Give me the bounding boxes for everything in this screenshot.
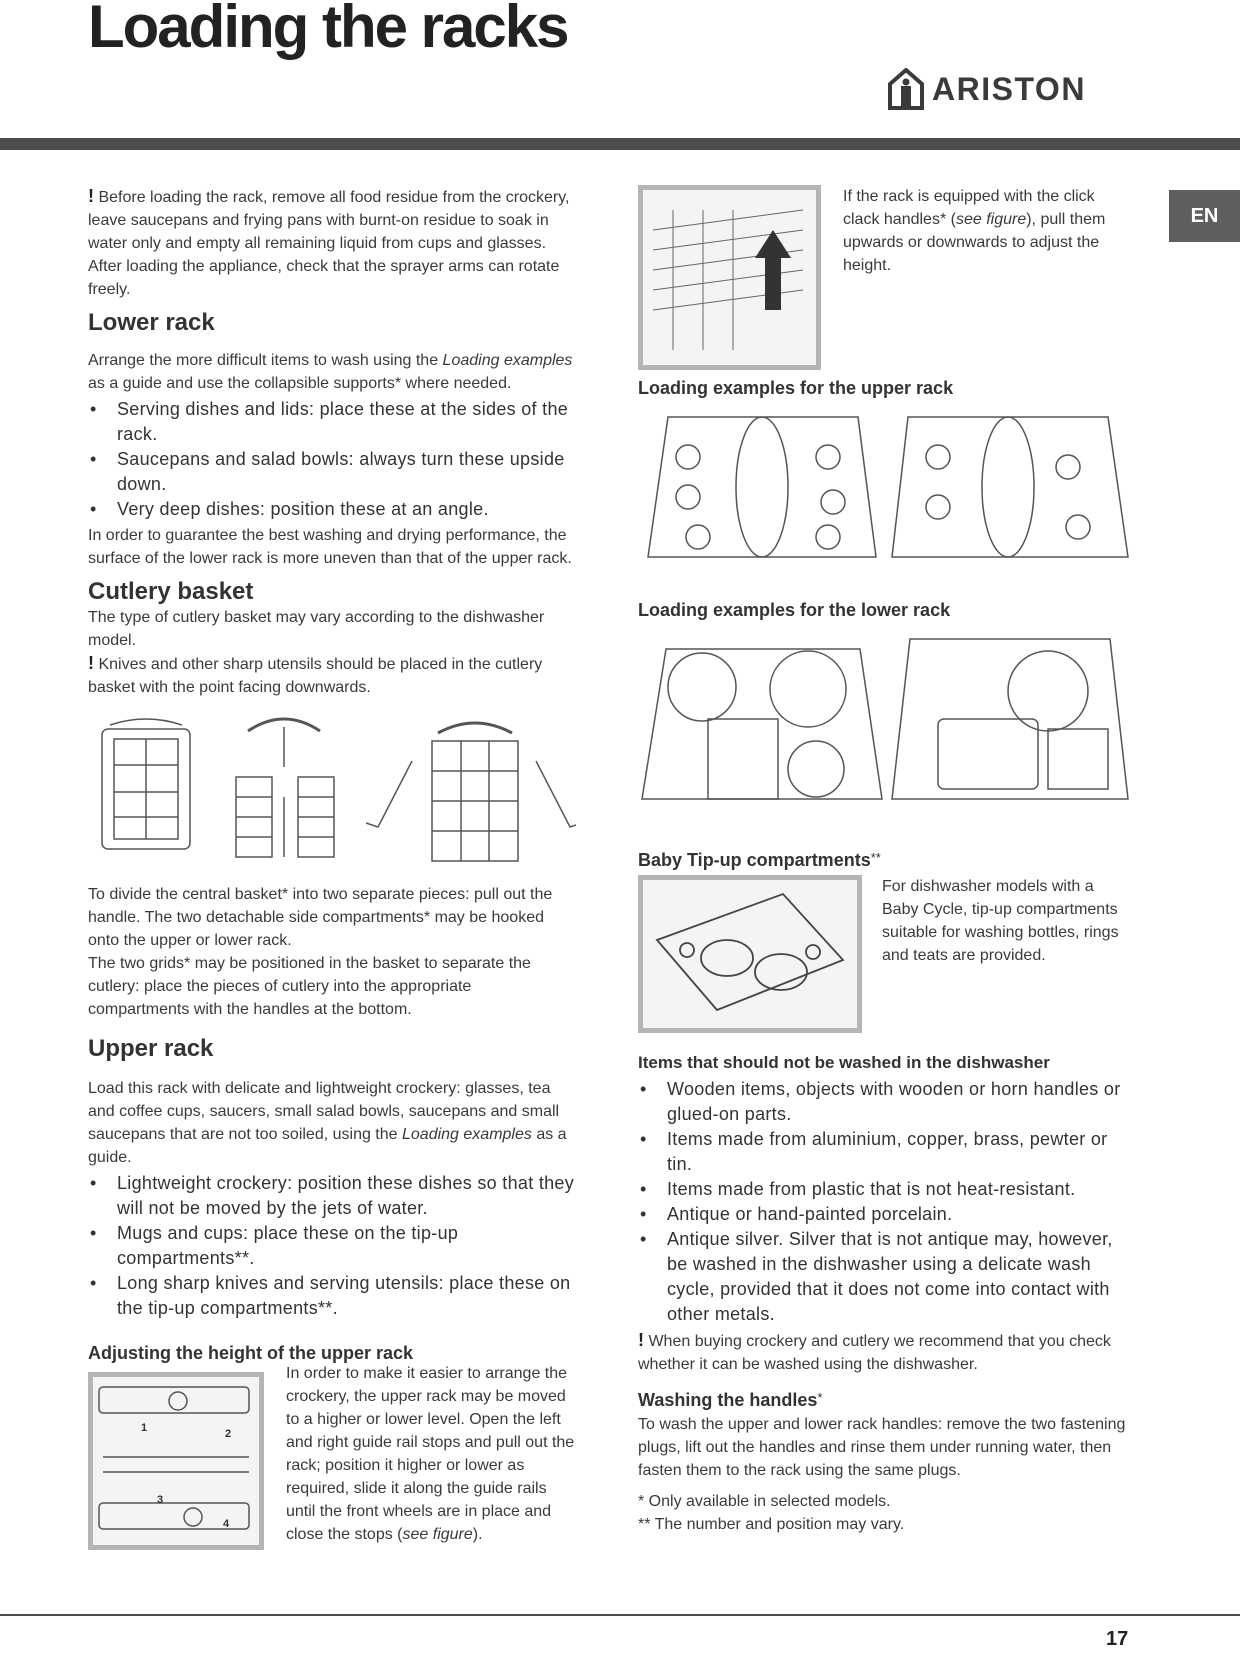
adjusting-section bbox=[88, 1365, 576, 1550]
lower-rack-list bbox=[88, 397, 576, 522]
baby-heading-suffix: ** bbox=[870, 850, 881, 865]
lower-rack-heading: Lower rack bbox=[88, 309, 215, 336]
click-clack-section bbox=[638, 185, 1130, 370]
baby-text: For dishwasher models with a Baby Cycle, tip-up compartments suitable for washing bottles, rings and teats are provided. bbox=[882, 878, 1119, 964]
upper-rack-heading: Upper rack bbox=[88, 1035, 214, 1062]
fig-label-3: 3 bbox=[157, 1494, 164, 1506]
lower-rack-intro-em: Loading examples bbox=[442, 352, 573, 369]
baby-heading bbox=[638, 850, 1130, 871]
adjusting-text-b: ). bbox=[472, 1526, 483, 1543]
baby-compartments-illustration bbox=[643, 880, 857, 1028]
lower-rack-note: In order to guarantee the best washing and drying performance, the surface of the lower rack is more uneven than that of the upper rack. bbox=[88, 527, 572, 567]
adjusting-text-a: In order to make it easier to arrange the crockery, the upper rack may be moved to a higher or lower level. Open the left and right guide rail stops and pull out the rack; position it higher or lower as required, slide it along the guide rails until the front wheels are in place and close the stops ( bbox=[286, 1365, 575, 1543]
footer-divider bbox=[0, 1614, 1240, 1616]
brand-name: ARISTON bbox=[932, 70, 1086, 107]
not-washed-heading: Items that should not be washed in the dishwasher bbox=[638, 1053, 1050, 1072]
baby-figure bbox=[638, 875, 862, 1033]
footnote: ** The number and position may vary. bbox=[638, 1516, 905, 1533]
lower-rack-intro-b: as a guide and use the collapsible supports* where needed. bbox=[88, 375, 512, 392]
header-divider bbox=[0, 138, 1240, 150]
language-tab: EN bbox=[1169, 190, 1240, 242]
cutlery-basket-p2 bbox=[88, 652, 576, 699]
warning-mark: ! bbox=[638, 1330, 644, 1350]
click-clack-text bbox=[843, 185, 1130, 277]
not-washed-note bbox=[638, 1329, 1130, 1376]
intro-paragraph bbox=[88, 185, 576, 301]
list-item: • Antique or hand-painted porcelain. bbox=[638, 1202, 1130, 1227]
house-logo-icon bbox=[888, 68, 924, 110]
list-item: • Wooden items, objects with wooden or horn handles or glued-on parts. bbox=[638, 1077, 1130, 1127]
page-title: Loading the racks bbox=[88, 0, 568, 60]
lower-rack-intro-a: Arrange the more difficult items to wash using the bbox=[88, 352, 443, 369]
cutlery-basket-p2-text: Knives and other sharp utensils should be placed in the cutlery basket with the point facing downwards. bbox=[88, 656, 543, 696]
page-number: 17 bbox=[1106, 1628, 1129, 1650]
adjusting-text bbox=[286, 1362, 576, 1546]
left-column bbox=[88, 185, 576, 1550]
upper-rack-intro-a: Load this rack with delicate and lightweight crockery: glasses, tea and coffee cups, saucers, small salad bowls, saucepans and small saucepans that are not too soiled, using the bbox=[88, 1080, 560, 1143]
baby-heading-text: Baby Tip-up compartments bbox=[638, 850, 871, 870]
adjusting-heading: Adjusting the height of the upper rack bbox=[88, 1343, 414, 1363]
ariston-logo bbox=[888, 66, 1086, 112]
click-clack-text-a: If the rack is equipped with the click clack handles* ( bbox=[843, 188, 1095, 228]
adjusting-text-em: see figure bbox=[402, 1526, 473, 1543]
fig-label-2: 2 bbox=[225, 1428, 232, 1440]
upper-rack-intro-em: Loading examples bbox=[402, 1126, 532, 1143]
handles-heading-suffix: * bbox=[817, 1390, 823, 1405]
upper-rack-examples-illustration bbox=[638, 407, 1130, 583]
list-item: • Lightweight crockery: position these dishes so that they will not be moved by the jets of water. bbox=[88, 1171, 576, 1221]
right-column bbox=[638, 185, 1130, 1536]
list-item: • Serving dishes and lids: place these at the sides of the rack. bbox=[88, 397, 576, 447]
rack-rail-illustration bbox=[93, 1377, 259, 1545]
list-item: • Items made from plastic that is not heat-resistant. bbox=[638, 1177, 1130, 1202]
upper-rack-list bbox=[88, 1171, 576, 1321]
cutlery-basket-p1: The type of cutlery basket may vary according to the dishwasher model. bbox=[88, 609, 545, 649]
upper-rack-intro bbox=[88, 1077, 576, 1169]
cutlery-basket-illustration bbox=[88, 707, 576, 877]
handles-heading bbox=[638, 1390, 1130, 1411]
handles-text: To wash the upper and lower rack handles: remove the two fastening plugs, lift out the handles and rinse them under running water, then fasten them to the rack using the same plugs. bbox=[638, 1416, 1126, 1479]
click-clack-text-b: ), pull them upwards or downwards to adjust the height. bbox=[843, 211, 1106, 274]
list-item: • Very deep dishes: position these at an angle. bbox=[88, 497, 576, 522]
click-clack-illustration bbox=[643, 190, 816, 365]
footnote: * Only available in selected models. bbox=[638, 1493, 891, 1510]
warning-mark: ! bbox=[88, 186, 94, 206]
lower-rack-examples-illustration bbox=[638, 629, 1130, 829]
list-item: • Mugs and cups: place these on the tip-up compartments**. bbox=[88, 1221, 576, 1271]
handles-heading-text: Washing the handles bbox=[638, 1390, 818, 1410]
list-item: • Long sharp knives and serving utensils: place these on the tip-up compartments**. bbox=[88, 1271, 576, 1321]
intro-text: Before loading the rack, remove all food residue from the crockery, leave saucepans and frying pans with burnt-on residue to soak in water only and empty all remaining liquid from cups and glasses. After loading the appliance, check that the sprayer arms can rotate freely. bbox=[88, 189, 570, 298]
fig-label-4: 4 bbox=[223, 1518, 230, 1530]
upper-examples-heading: Loading examples for the upper rack bbox=[638, 378, 954, 398]
baby-section bbox=[638, 875, 1130, 1033]
list-item: • Antique silver. Silver that is not antique may, however, be washed in the dishwasher using a delicate wash cycle, provided that it does not come into contact with other metals. bbox=[638, 1227, 1130, 1327]
lower-examples-heading: Loading examples for the lower rack bbox=[638, 600, 951, 620]
warning-mark: ! bbox=[88, 653, 94, 673]
lower-rack-intro bbox=[88, 349, 576, 395]
cutlery-basket-heading: Cutlery basket bbox=[88, 578, 254, 605]
cutlery-basket-p4: The two grids* may be positioned in the basket to separate the cutlery: place the pieces of cutlery into the appropriate compartments with the handles at the bottom. bbox=[88, 955, 531, 1018]
click-clack-text-em: see figure bbox=[955, 211, 1027, 228]
not-washed-note-text: When buying crockery and cutlery we recommend that you check whether it can be washed using the dishwasher. bbox=[638, 1333, 1111, 1373]
not-washed-list bbox=[638, 1077, 1130, 1327]
footnotes bbox=[638, 1490, 1130, 1536]
click-clack-figure bbox=[638, 185, 821, 370]
list-item: • Items made from aluminium, copper, brass, pewter or tin. bbox=[638, 1127, 1130, 1177]
upper-rack-intro-b: as a guide. bbox=[88, 1126, 567, 1166]
list-item: • Saucepans and salad bowls: always turn these upside down. bbox=[88, 447, 576, 497]
fig-label-1: 1 bbox=[141, 1422, 148, 1434]
cutlery-basket-p3: To divide the central basket* into two separate pieces: pull out the handle. The two detachable side compartments* may be hooked onto the upper or lower rack. bbox=[88, 886, 553, 949]
adjusting-figure bbox=[88, 1372, 264, 1550]
